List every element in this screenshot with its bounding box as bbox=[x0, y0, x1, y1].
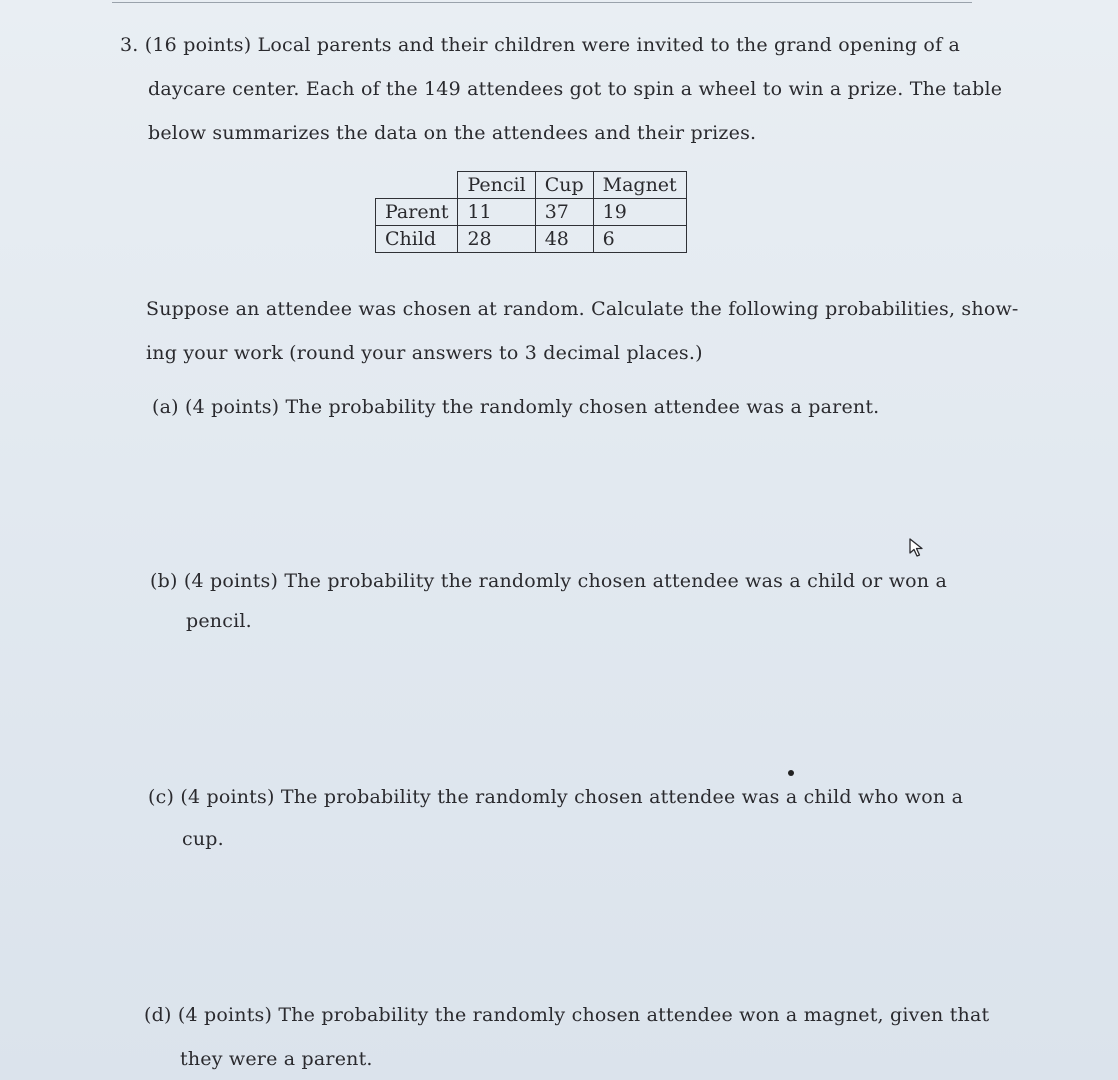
part-c-question bbox=[148, 786, 963, 808]
part-a-label: (a) bbox=[152, 396, 179, 418]
instructions-line-1: Suppose an attendee was chosen at random. Calculate the following probabilities, show- bbox=[146, 298, 1019, 320]
problem-statement-line-3: below summarizes the data on the attendees and their prizes. bbox=[148, 122, 757, 144]
row-header-child: Child bbox=[376, 226, 458, 253]
table-header-row bbox=[376, 172, 687, 199]
part-b-label: (b) bbox=[150, 570, 178, 592]
part-c-label: (c) bbox=[148, 786, 175, 808]
part-a-points: (4 points) bbox=[185, 396, 280, 418]
part-b-question bbox=[150, 570, 947, 592]
part-b-text-1: The probability the randomly chosen attendee was a child or won a bbox=[284, 570, 948, 592]
part-d-text-1: The probability the randomly chosen attendee won a magnet, given that bbox=[278, 1004, 990, 1026]
part-d-points: (4 points) bbox=[177, 1004, 273, 1026]
cell-parent-pencil: 11 bbox=[458, 199, 535, 226]
cell-child-cup: 48 bbox=[535, 226, 593, 253]
instructions-line-2: ing your work (round your answers to 3 decimal places.) bbox=[146, 342, 703, 364]
cell-child-pencil: 28 bbox=[458, 226, 535, 253]
part-c-points: (4 points) bbox=[180, 786, 275, 808]
part-d-question bbox=[144, 1004, 989, 1026]
part-b-points: (4 points) bbox=[183, 570, 279, 592]
part-c-text-2: cup. bbox=[182, 828, 224, 850]
cell-child-magnet: 6 bbox=[593, 226, 686, 253]
part-c-text-1: The probability the randomly chosen attendee was a child who won a bbox=[280, 786, 964, 808]
part-d-label: (d) bbox=[144, 1004, 172, 1026]
column-header-pencil: Pencil bbox=[458, 172, 535, 199]
column-header-magnet: Magnet bbox=[593, 172, 686, 199]
problem-number: 3. bbox=[120, 34, 139, 56]
cell-parent-magnet: 19 bbox=[593, 199, 686, 226]
table-row bbox=[376, 199, 687, 226]
part-a-question bbox=[152, 396, 879, 418]
problem-statement-line-1 bbox=[120, 34, 960, 56]
column-header-cup: Cup bbox=[535, 172, 593, 199]
mouse-pointer-icon bbox=[908, 538, 926, 558]
table-corner bbox=[376, 172, 458, 199]
cell-parent-cup: 37 bbox=[535, 199, 593, 226]
part-b-text-2: pencil. bbox=[186, 610, 252, 632]
part-d-text-2: they were a parent. bbox=[180, 1048, 373, 1070]
problem-statement-line-2: daycare center. Each of the 149 attendees got to spin a wheel to win a prize. The table bbox=[148, 78, 1003, 100]
top-rule bbox=[112, 2, 972, 3]
stray-dot bbox=[788, 770, 794, 776]
problem-points: (16 points) bbox=[144, 34, 252, 56]
problem-text-1: Local parents and their children were invited to the grand opening of a bbox=[257, 34, 961, 56]
table-row bbox=[376, 226, 687, 253]
part-a-text: The probability the randomly chosen attendee was a parent. bbox=[285, 396, 880, 418]
row-header-parent: Parent bbox=[376, 199, 458, 226]
prize-table bbox=[375, 171, 687, 253]
